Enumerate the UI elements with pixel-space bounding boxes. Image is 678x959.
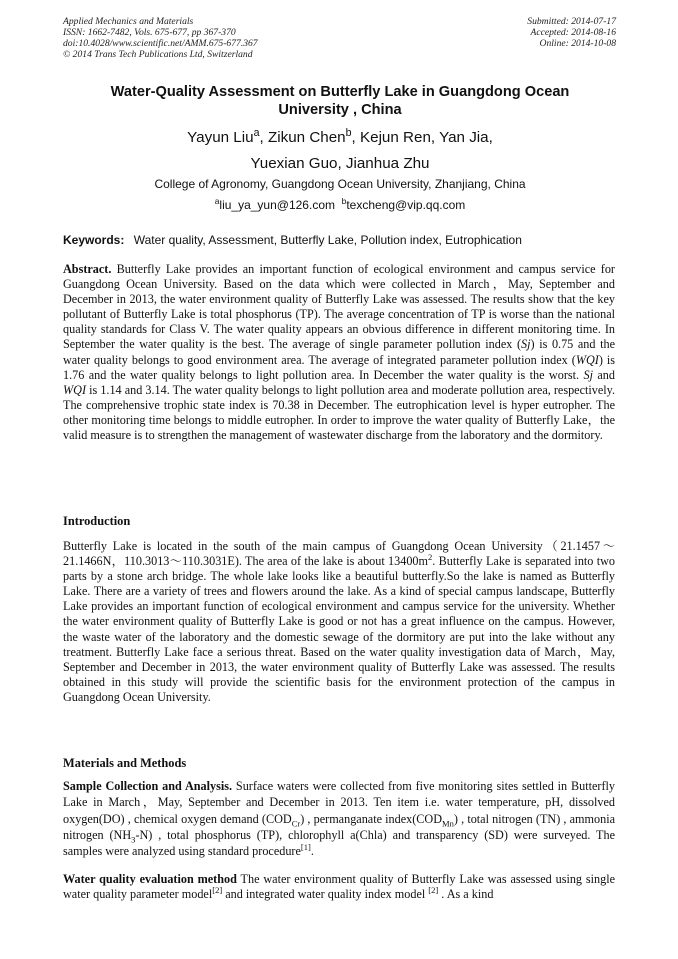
- submitted-date: Submitted: 2014-07-17: [527, 16, 616, 27]
- methods-text: ) , permanganate index(COD: [300, 811, 443, 826]
- paper-title: [63, 83, 617, 119]
- journal-copyright: © 2014 Trans Tech Publications Ltd, Switzerland: [63, 49, 253, 60]
- section-heading-introduction: Introduction: [63, 514, 131, 528]
- author-list: [63, 125, 617, 177]
- keywords-text: Water quality, Assessment, Butterfly Lake, Pollution index, Eutrophication: [133, 233, 522, 247]
- math-symbol: Sj: [521, 337, 531, 352]
- abstract: [63, 262, 615, 443]
- abstract-text: ) is 1.76 and the water quality belongs to light pollution area. In December the water quality is the worst.: [63, 352, 616, 382]
- methods-text: The water environment quality of Butterfly Lake was assessed using single water quality parameter model: [63, 872, 616, 902]
- citation[interactable]: [1]: [300, 842, 311, 853]
- author-line-2: Yuexian Guo, Jianhua Zhu: [250, 155, 430, 172]
- email-mark: a: [214, 196, 220, 206]
- sample-collection-paragraph: [63, 778, 615, 859]
- methods-text: .: [310, 844, 314, 859]
- title-line-2: University , China: [278, 102, 402, 118]
- intro-text: Butterfly Lake is located in the south of the main campus of Guangdong Ocean University（21.1457～21.1466N，110.3013～110.3031E). The area of the lake is about 13400m: [63, 539, 615, 569]
- keywords: [63, 232, 617, 248]
- author-emails: [63, 197, 617, 213]
- subscript: Cr: [291, 818, 301, 829]
- abstract-text: Butterfly Lake provides an important function of ecological environment and campus service for Guangdong Ocean University. Based on the data which were collected in March，May, September and December in 2013, the water environment quality of Butterfly Lake was assessed. The results show that the key pollutant of Butterfly Lake is total phosphorus (TP). The average concentration of TP is worse than the national quality standards for Class V. The water quality appears an obvious difference in different monitoring time. In September the water quality is the best. The average of single parameter pollution index (: [63, 262, 615, 352]
- title-line-1: Water-Quality Assessment on Butterfly Lake in Guangdong Ocean: [110, 84, 570, 100]
- keywords-label: Keywords:: [63, 233, 125, 247]
- journal-issn: ISSN: 1662-7482, Vols. 675-677, pp 367-370: [63, 27, 236, 38]
- intro-text: . Butterfly Lake is separated into two parts by a stone arch bridge. The whole lake looks like a beautiful butterfly.So the lake is named as Butterfly Lake. There are a variety of trees and flowers around the lake. As a kind of special campus landscape, Butterfly Lake provides an important function of ecological environment and campus service for the university. Whether the water environment quality of Butterfly Lake is good or not has a great influence on the campus. However, the waste water of the laboratory and the domestic sewage of the dormitory are put into the lake without any treatment. Butterfly Lake face a serious threat. Based on the water quality investigation data of March，May, September and December in 2013, the water environment quality of Butterfly Lake was assessed. The results obtained in this study will provide the scientific basis for the environment protection of the campus in Guangdong Ocean University.: [63, 554, 615, 704]
- math-symbol: WQI: [575, 352, 599, 367]
- citation[interactable]: [2]: [212, 885, 223, 896]
- author-affil-mark: a: [253, 126, 260, 139]
- subscript: Mn: [442, 818, 454, 829]
- subsection-label: Water quality evaluation method: [63, 872, 237, 886]
- publication-dates: [527, 16, 616, 49]
- abstract-text: is 1.14 and 3.14. The water quality belongs to light pollution area and moderate pollution area, respectively. The comprehensive trophic state index is 70.38 in December. The eutrophication level is hyper eutropher. The other monitoring time belongs to middle eutropher. In order to improve the water quality of Butterfly Lake，the valid measure is to strengthen the management of wastewater discharge from the laboratory and the dormitory.: [63, 382, 615, 443]
- abstract-text: and: [592, 367, 615, 382]
- abstract-text: ) is 0.75 and the water quality belongs to good environment area. The average of integrated parameter pollution index (: [63, 337, 615, 367]
- evaluation-method-paragraph: [63, 872, 615, 902]
- journal-name: Applied Mechanics and Materials: [63, 16, 194, 27]
- author-line-1: [63, 125, 617, 151]
- journal-info: [63, 16, 258, 60]
- email-link[interactable]: liu_ya_yun@126.com: [219, 198, 335, 212]
- author-name: Yayun Liu: [187, 129, 254, 146]
- math-symbol: Sj: [583, 367, 593, 382]
- superscript: 2: [428, 552, 433, 563]
- affiliation: College of Agronomy, Guangdong Ocean University, Zhanjiang, China: [154, 177, 526, 191]
- author-names: , Kejun Ren, Yan Jia,: [351, 129, 493, 146]
- subsection-label: Sample Collection and Analysis.: [63, 779, 233, 793]
- math-symbol: WQI: [63, 382, 87, 397]
- subscript: 3: [131, 834, 136, 845]
- author-name: , Zikun Chen: [259, 129, 346, 146]
- methods-text: and integrated water quality index model: [222, 887, 429, 902]
- methods-text: . As a kind: [438, 887, 494, 902]
- methods-text: -N) , total phosphorus (TP), chlorophyll a(Chla) and transparency (SD) were surveyed. The samples were analyzed using standard procedure: [63, 827, 616, 859]
- citation[interactable]: [2]: [428, 885, 439, 896]
- journal-doi: doi:10.4028/www.scientific.net/AMM.675-677.367: [63, 38, 258, 49]
- section-heading-methods: Materials and Methods: [63, 756, 187, 770]
- online-date: Online: 2014-10-08: [539, 38, 616, 49]
- abstract-label: Abstract.: [63, 262, 112, 276]
- email-link[interactable]: texcheng@vip.qq.com: [346, 198, 466, 212]
- email-mark: b: [341, 196, 347, 206]
- author-affil-mark: b: [345, 126, 352, 139]
- methods-text: ) , total nitrogen (TN) , ammonia nitrogen (NH: [63, 811, 615, 842]
- methods-text: Surface waters were collected from five monitoring sites settled in Butterfly Lake in March，May, September and December in 2013. Ten item i.e. water temperature, pH, dissolved oxygen(DO) , chemical oxygen demand (COD: [63, 779, 616, 826]
- introduction-paragraph: [63, 539, 615, 705]
- accepted-date: Accepted: 2014-08-16: [530, 27, 616, 38]
